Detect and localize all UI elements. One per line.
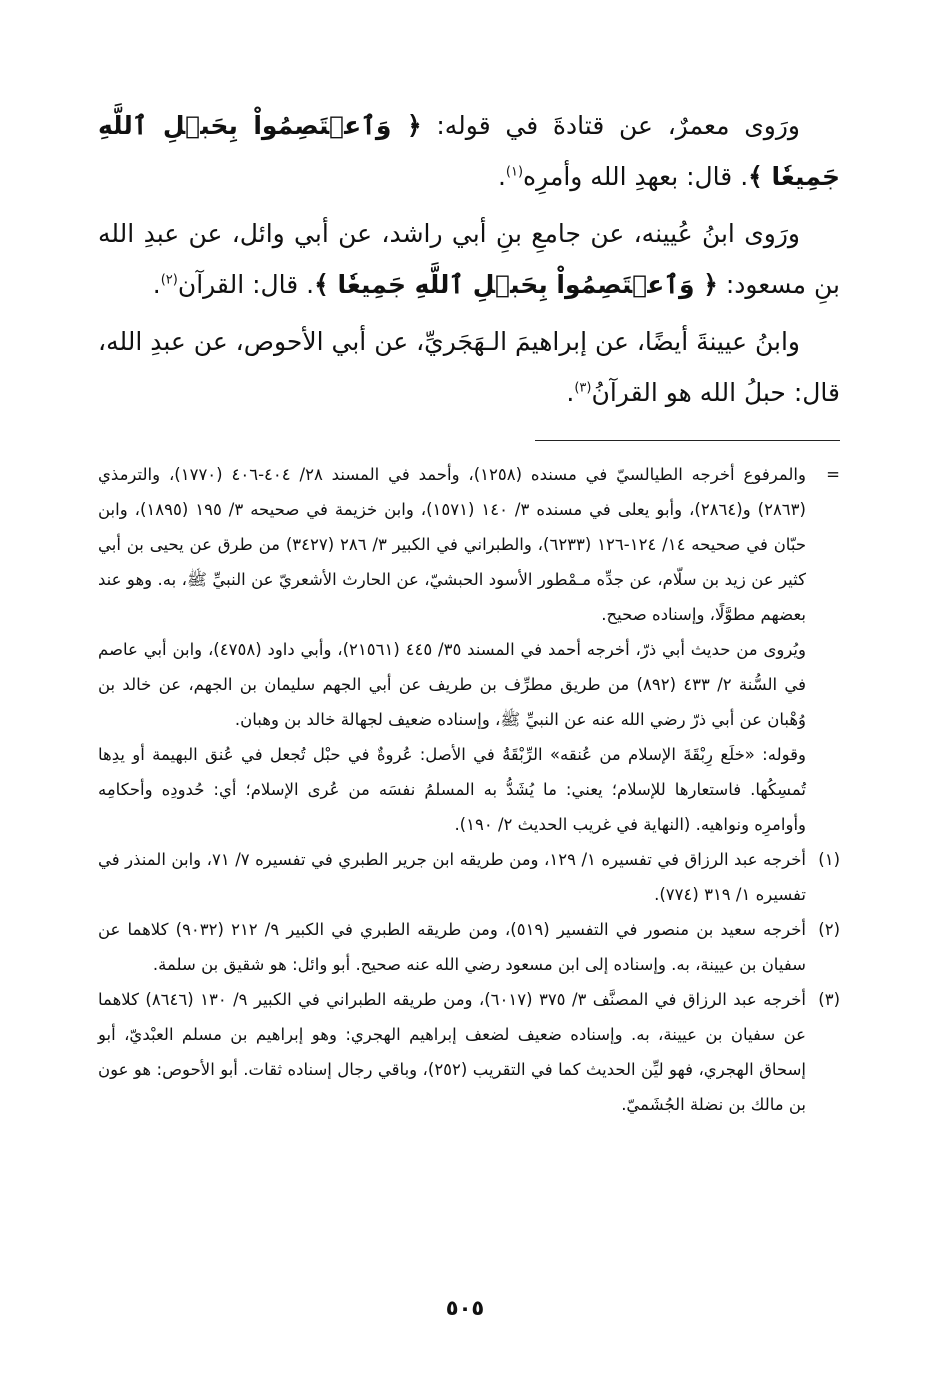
main-paragraph-1 [98,100,840,202]
main-text [98,100,840,418]
footnote-divider [535,440,840,441]
footnote-text: أخرجه سعيد بن منصور في التفسير (٥١٩)، ومن طريقه الطبري في الكبير ٩/ ٢١٢ (٩٠٣٢) كلاهما عن سفيان بن عيينة، به. وإسناده إلى ابن مسعود رضي الله عنه صحيح. أبو وائل: هو شقيق بن سلمة. [98,920,806,974]
continuation-marker: = [826,465,840,484]
footnote-ref-3[interactable]: (٣) [574,380,592,396]
footnote-3 [98,982,840,1122]
quran-verse: ﴿ وَٱعۡتَصِمُواْ بِحَبۡلِ ٱللَّهِ جَمِيعٗا ﴾ [98,111,840,191]
footnote-number: (٢) [818,920,840,939]
paragraph-text: ورَوى ابنُ عُيينه، عن جامعِ بنِ أبي راشد، عن أبي وائل، عن عبدِ الله بنِ مسعود: [98,219,840,299]
quran-verse: ﴿ وَٱعۡتَصِمُواْ بِحَبۡلِ ٱللَّهِ جَمِيعٗا ﴾ [314,270,718,299]
footnote-text: أخرجه عبد الرزاق في المصنَّف ٣/ ٣٧٥ (٦٠١٧)، ومن طريقه الطبراني في الكبير ٩/ ١٣٠ (٨٦٤٦) كلاهما عن سفيان بن عيينة، به. وإسناده ضعيف لضعف إبراهيم الهجري: وهو إبراهيم بن مسلم العبْديّ، أبو إسحاق الهجري، فهو ليِّن الحديث كما في التقريب (٢٥٢)، وباقي رجال إسناده ثقات. أبو الأحوص: هو عون بن مالك بن نضلة الجُشَميّ. [98,990,807,1114]
footnote-2 [98,912,840,982]
footnote-1 [98,842,840,912]
paragraph-end: . [566,378,575,407]
footnotes [98,457,840,1122]
footnote-text: أخرجه عبد الرزاق في تفسيره ١/ ١٢٩، ومن طريقه ابن جرير الطبري في تفسيره ٧/ ٧١، وابن المنذر في تفسيره ١/ ٣١٩ (٧٧٤). [98,850,806,904]
paragraph-text: وابنُ عيينةَ أيضًا، عن إبراهيمَ الـهَجَريِّ، عن أبي الأحوص، عن عبدِ الله، قال: حبلُ الله هو القرآنُ [98,327,840,407]
footnote-continued [98,457,840,842]
page-body [98,100,840,1122]
footnote-ref-2[interactable]: (٢) [160,272,178,288]
footnote-paragraph: ويُروى من حديث أبي ذرّ، أخرجه أحمد في المسند ٣٥/ ٤٤٥ (٢١٥٦١)، وأبي داود (٤٧٥٨)، وابن أبي عاصم في السُّنة ٢/ ٤٣٣ (٨٩٢) من طريق مطرِّف بن طريف عن أبي الجهم سليمان بن الجهم، عن خالد بن وُهْبان عن أبي ذرّ رضي الله عنه عن النبيِّ ﷺ، وإسناده ضعيف لجهالة خالد بن وهبان. [98,640,806,729]
footnote-paragraph: والمرفوع أخرجه الطيالسيّ في مسنده (١٢٥٨)، وأحمد في المسند ٢٨/ ٤٠٤-٤٠٦ (١٧٧٠)، والترمذي (٢٨٦٣) و(٢٨٦٤)، وأبو يعلى في مسنده ٣/ ١٤٠ (١٥٧١)، وابن خزيمة في صحيحه ٣/ ١٩٥ (١٨٩٥)، وابن حبّان في صحيحه ١٤/ ١٢٤-١٢٦ (٦٢٣٣)، والطبراني في الكبير ٣/ ٢٨٦ (٣٤٢٧) من طرق عن يحيى بن أبي كثير عن زيد بن سلّام، عن جدِّه مـمْطور الأسود الحبشيّ، عن الحارث الأشعريّ عن النبيِّ ﷺ، به. وهو عند بعضهم مطوَّلًا، وإسناده صحيح. [98,465,807,624]
paragraph-text: ورَوى معمرٌ، عن قتادةَ في قوله: [421,111,800,140]
page-number: ٥٠٥ [445,1296,485,1320]
paragraph-text: . قال: القرآن [177,270,315,299]
paragraph-end: . [497,162,506,191]
paragraph-end: . [152,270,161,299]
main-paragraph-2 [98,208,840,310]
main-paragraph-3 [98,316,840,418]
footnote-ref-1[interactable]: (١) [505,164,524,180]
footnote-number: (٣) [818,990,840,1009]
footnote-number: (١) [818,850,840,869]
footnote-paragraph: وقوله: «خلَع رِبْقَةَ الإسلام من عُنقه» الرِّبْقَةُ في الأصل: عُروةٌ في حبْل تُجعل في عُنق البهيمة أو يدِها تُمسِكُها. فاستعارها للإسلام؛ يعني: ما يُشَدُّ به المسلمُ نفسَه من عُرى الإسلام؛ أي: حُدودِه وأحكامِه وأوامرِه ونواهيه. (النهاية في غريب الحديث ٢/ ١٩٠). [98,745,806,834]
paragraph-text: . قال: بعهدِ الله وأمرِه [523,162,749,191]
